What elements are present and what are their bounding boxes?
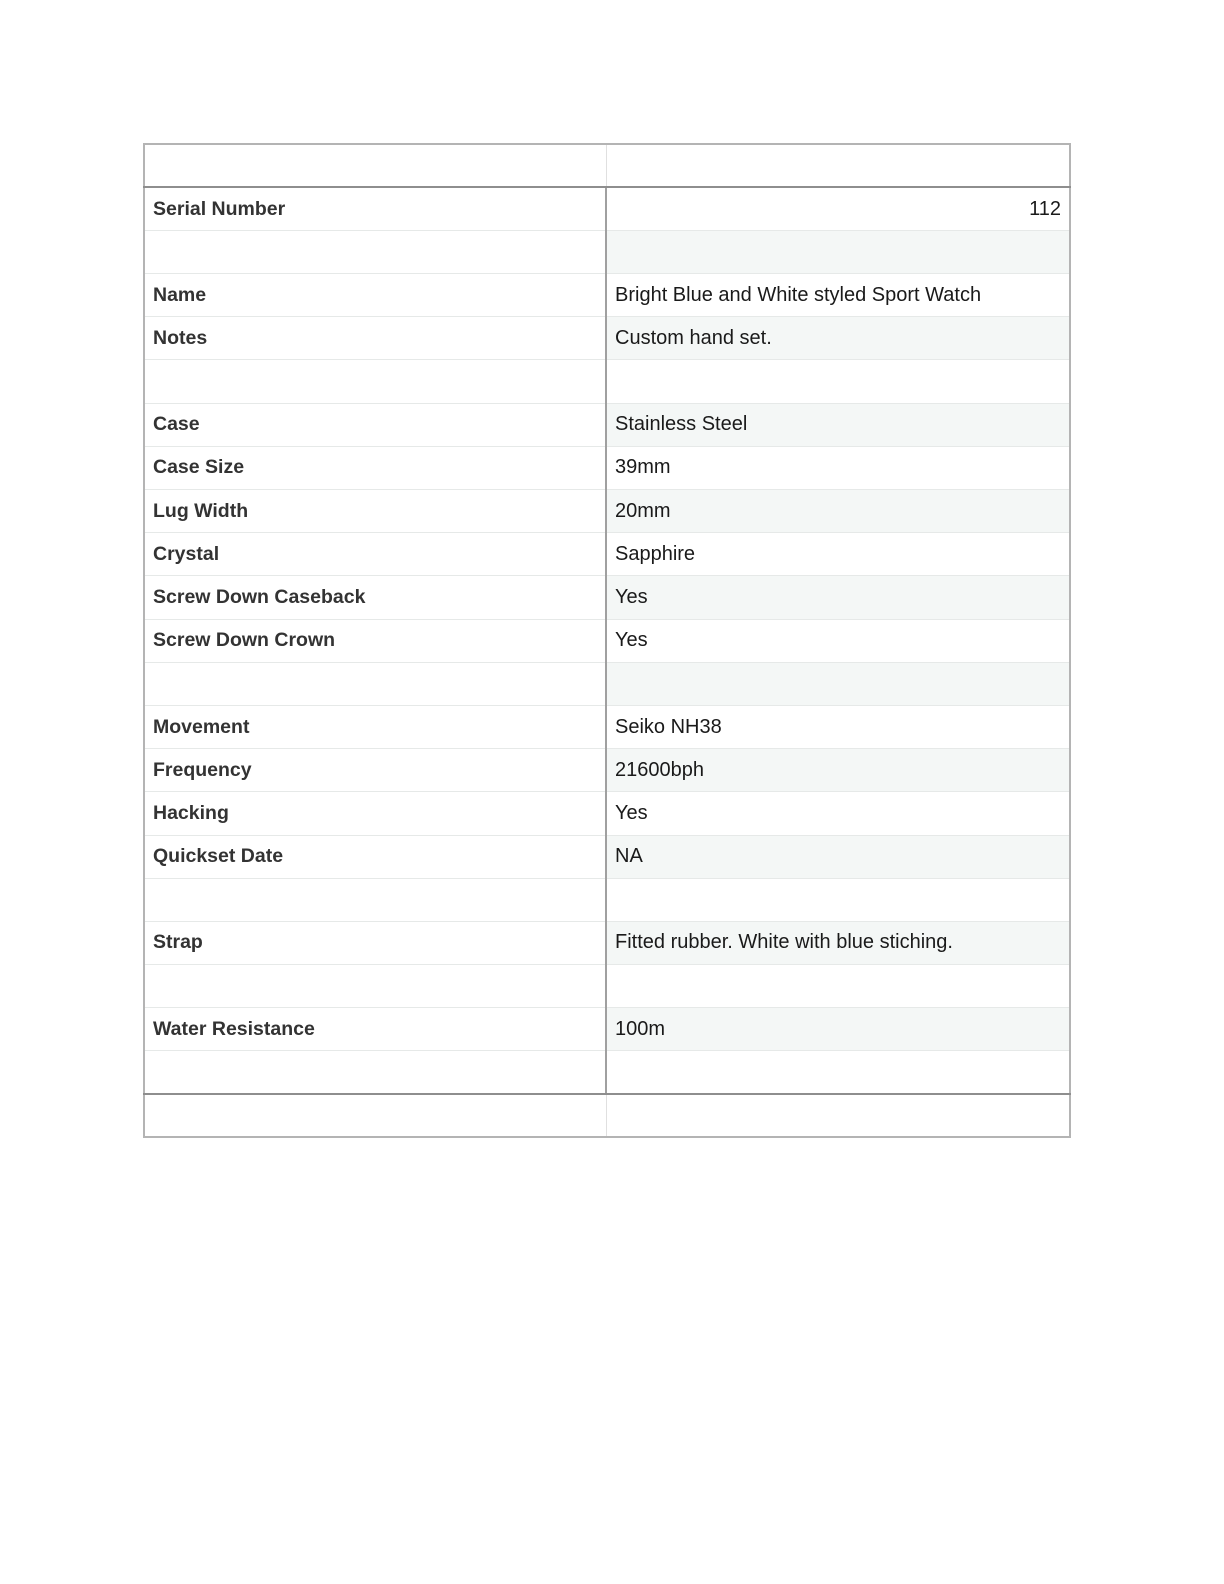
table-row xyxy=(144,317,1070,360)
row-label xyxy=(144,662,606,705)
row-value: 100m xyxy=(606,1008,1070,1051)
row-label: Case xyxy=(144,403,606,446)
row-value: Custom hand set. xyxy=(606,317,1070,360)
row-value xyxy=(606,230,1070,273)
row-label: Frequency xyxy=(144,749,606,792)
table-row xyxy=(144,619,1070,662)
watch-spec-table xyxy=(143,143,1071,1138)
row-value: Fitted rubber. White with blue stiching. xyxy=(606,921,1070,964)
row-label: Name xyxy=(144,274,606,317)
row-label: Water Resistance xyxy=(144,1008,606,1051)
table-row xyxy=(144,490,1070,533)
row-value xyxy=(606,360,1070,403)
row-label: Case Size xyxy=(144,446,606,489)
header-cell xyxy=(144,144,606,187)
row-label: Quickset Date xyxy=(144,835,606,878)
row-value xyxy=(606,1051,1070,1094)
row-label xyxy=(144,360,606,403)
row-value: 20mm xyxy=(606,490,1070,533)
table-row xyxy=(144,878,1070,921)
table-row xyxy=(144,662,1070,705)
row-label: Movement xyxy=(144,705,606,748)
row-label xyxy=(144,230,606,273)
table-header-row xyxy=(144,144,1070,187)
row-value: Sapphire xyxy=(606,533,1070,576)
footer-cell xyxy=(606,1094,1070,1137)
table-row xyxy=(144,835,1070,878)
row-label: Screw Down Caseback xyxy=(144,576,606,619)
table-row xyxy=(144,965,1070,1008)
row-label xyxy=(144,965,606,1008)
row-value xyxy=(606,662,1070,705)
table-row xyxy=(144,360,1070,403)
table-row xyxy=(144,1008,1070,1051)
row-value: 112 xyxy=(606,187,1070,230)
table-row xyxy=(144,187,1070,230)
row-value: Yes xyxy=(606,792,1070,835)
table-row xyxy=(144,576,1070,619)
row-label xyxy=(144,1051,606,1094)
row-value: Yes xyxy=(606,576,1070,619)
table-row xyxy=(144,274,1070,317)
table-row xyxy=(144,533,1070,576)
row-label xyxy=(144,878,606,921)
row-label: Lug Width xyxy=(144,490,606,533)
row-label: Hacking xyxy=(144,792,606,835)
row-label: Strap xyxy=(144,921,606,964)
row-label: Crystal xyxy=(144,533,606,576)
table-footer-row xyxy=(144,1094,1070,1137)
row-value: NA xyxy=(606,835,1070,878)
row-value: Seiko NH38 xyxy=(606,705,1070,748)
row-value: Bright Blue and White styled Sport Watch xyxy=(606,274,1070,317)
row-value: 39mm xyxy=(606,446,1070,489)
table-row xyxy=(144,749,1070,792)
table-row xyxy=(144,446,1070,489)
table-row xyxy=(144,1051,1070,1094)
table-row xyxy=(144,921,1070,964)
row-value xyxy=(606,965,1070,1008)
row-label: Screw Down Crown xyxy=(144,619,606,662)
row-value: 21600bph xyxy=(606,749,1070,792)
table-row xyxy=(144,230,1070,273)
row-label: Notes xyxy=(144,317,606,360)
row-value: Yes xyxy=(606,619,1070,662)
table-row xyxy=(144,705,1070,748)
footer-cell xyxy=(144,1094,606,1137)
table-row xyxy=(144,403,1070,446)
header-cell xyxy=(606,144,1070,187)
row-label: Serial Number xyxy=(144,187,606,230)
row-value xyxy=(606,878,1070,921)
table-row xyxy=(144,792,1070,835)
row-value: Stainless Steel xyxy=(606,403,1070,446)
